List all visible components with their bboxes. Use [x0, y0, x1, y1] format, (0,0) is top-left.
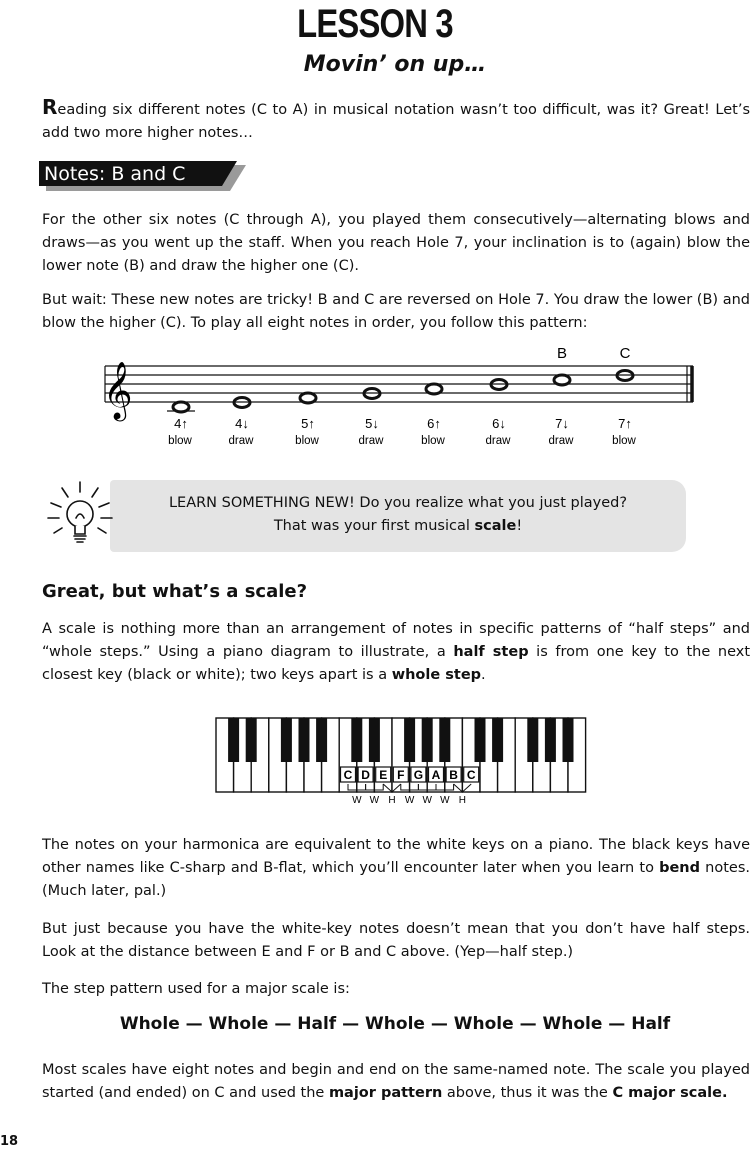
step-label: W	[440, 795, 450, 806]
notes-paragraph-1: For the other six notes (C through A), you played them consecutively—alternating blows and draws—as you went up the staff. When you reach Hole 7, your inclination is to (again) blow the lower note (B) and draw the higher one (C).	[42, 212, 750, 274]
major-pattern-term: major pattern	[328, 1085, 443, 1101]
lesson-subtitle: Movin’ on up…	[303, 52, 487, 77]
tip-text	[110, 492, 686, 538]
dropcap: R	[42, 95, 58, 119]
breath-action: draw	[548, 435, 574, 447]
hole-number: 5↓	[365, 416, 379, 431]
staff-note	[554, 375, 570, 385]
hole-number: 7↓	[555, 416, 569, 431]
hole-number: 6↑	[427, 416, 441, 431]
piano-black-key	[228, 718, 239, 762]
note-label-c: C	[619, 345, 631, 362]
piano-black-key	[527, 718, 538, 762]
page-number: 18	[0, 1134, 19, 1149]
piano-black-key	[299, 718, 310, 762]
note-label-b: B	[556, 345, 568, 362]
major-text-2: above, thus it was the	[442, 1085, 613, 1101]
piano-note-label: A	[431, 768, 441, 782]
step-pattern-intro: The step pattern used for a major scale is:	[42, 981, 350, 997]
piano-note-label: B	[449, 768, 458, 782]
intro-text: eading six different notes (C to A) in musical notation wasn’t too difficult, was it? Great! Let’s add two more higher notes…	[42, 102, 750, 141]
breath-action: blow	[295, 435, 319, 447]
harmonica-paragraph	[42, 834, 750, 903]
piano-black-key	[475, 718, 486, 762]
staff-lines	[105, 366, 693, 402]
piano-black-key	[281, 718, 292, 762]
major-scale-paragraph	[42, 1059, 750, 1105]
c-major-scale-term: C major scale.	[612, 1085, 728, 1101]
whole-step-term: whole step	[391, 667, 482, 683]
staff-note	[426, 384, 442, 394]
piano-note-label: E	[379, 768, 388, 782]
breath-action: draw	[228, 435, 254, 447]
hole-number: 6↓	[492, 416, 506, 431]
half-step-term: half step	[453, 644, 529, 660]
breath-action: blow	[612, 435, 636, 447]
section-banner-label: Notes: B and C	[44, 163, 186, 185]
piano-black-key	[404, 718, 415, 762]
intro-paragraph	[42, 96, 750, 145]
piano-note-label: C	[466, 768, 476, 782]
treble-clef-icon: 𝄞	[103, 362, 133, 418]
hole-number: 5↑	[301, 416, 315, 431]
scale-text-3: .	[481, 667, 486, 683]
breath-action: blow	[168, 435, 192, 447]
step-label: W	[352, 795, 362, 806]
step-label: H	[458, 795, 467, 806]
step-label: W	[422, 795, 432, 806]
staff-note	[300, 393, 316, 403]
lesson-title: LESSON 3	[297, 2, 453, 46]
tip-line-2-end: !	[516, 518, 523, 534]
piano-black-key	[545, 718, 556, 762]
major-text-1: Most scales have eight notes and begin and end on the same-named note. The scale you played started (and ended) on C and used the	[42, 1062, 750, 1101]
scale-text-2: is from one key to the next closest key (black or white); two keys apart is a	[42, 644, 750, 683]
piano-black-key	[369, 718, 380, 762]
breath-action: draw	[485, 435, 511, 447]
lightbulb-icon	[38, 478, 118, 558]
step-label: W	[369, 795, 380, 806]
piano-note-label: G	[413, 768, 424, 782]
bend-term: bend	[659, 860, 701, 876]
harmonica-text-1: The notes on your harmonica are equivalent to the white keys on a piano. The black keys have other names like C-sharp and B-flat, which you’ll encounter later when you learn to	[42, 837, 750, 876]
harmonica-text-2: notes. (Much later, pal.)	[42, 860, 750, 899]
scale-text-1: A scale is nothing more than an arrangement of notes in specific patterns of “half steps” and “whole steps.” Using a piano diagram to illustrate, a	[42, 621, 750, 660]
hole-number: 4↓	[235, 416, 249, 431]
scale-paragraph	[42, 618, 750, 687]
breath-action: blow	[421, 435, 445, 447]
piano-note-label: F	[397, 768, 405, 782]
breath-action: draw	[358, 435, 384, 447]
tip-line-1: LEARN SOMETHING NEW! Do you realize what you just played?	[168, 495, 628, 511]
staff-note	[173, 402, 189, 412]
piano-black-key	[351, 718, 362, 762]
tip-line-2	[110, 515, 686, 538]
piano-diagram	[0, 710, 750, 810]
piano-black-key	[316, 718, 327, 762]
piano-black-key	[492, 718, 503, 762]
piano-black-key	[246, 718, 257, 762]
piano-black-key	[563, 718, 574, 762]
piano-note-label: C	[343, 768, 353, 782]
half-steps-paragraph: But just because you have the white-key notes doesn’t mean that you don’t have half steps. Look at the distance between E and F or B and C above. (Yep—half step.)	[42, 921, 750, 960]
piano-black-key	[422, 718, 433, 762]
tip-line-2-text: That was your first musical	[273, 518, 475, 534]
hole-number: 7↑	[618, 416, 632, 431]
hole-number: 4↑	[174, 416, 188, 431]
scale-heading: Great, but what’s a scale?	[42, 581, 308, 602]
notes-paragraph-2: But wait: These new notes are tricky! B and C are reversed on Hole 7. You draw the lower (B) and blow the higher (C). To play all eight notes in order, you follow this pattern:	[42, 292, 750, 331]
piano-note-label: D	[361, 768, 370, 782]
step-label: W	[404, 795, 415, 806]
major-scale-pattern: Whole — Whole — Half — Whole — Whole — Whole — Half	[119, 1014, 671, 1034]
section-banner	[36, 160, 246, 192]
music-staff	[0, 340, 750, 450]
step-label: H	[388, 795, 396, 806]
piano-black-key	[439, 718, 450, 762]
tip-scale-word: scale	[474, 518, 517, 534]
